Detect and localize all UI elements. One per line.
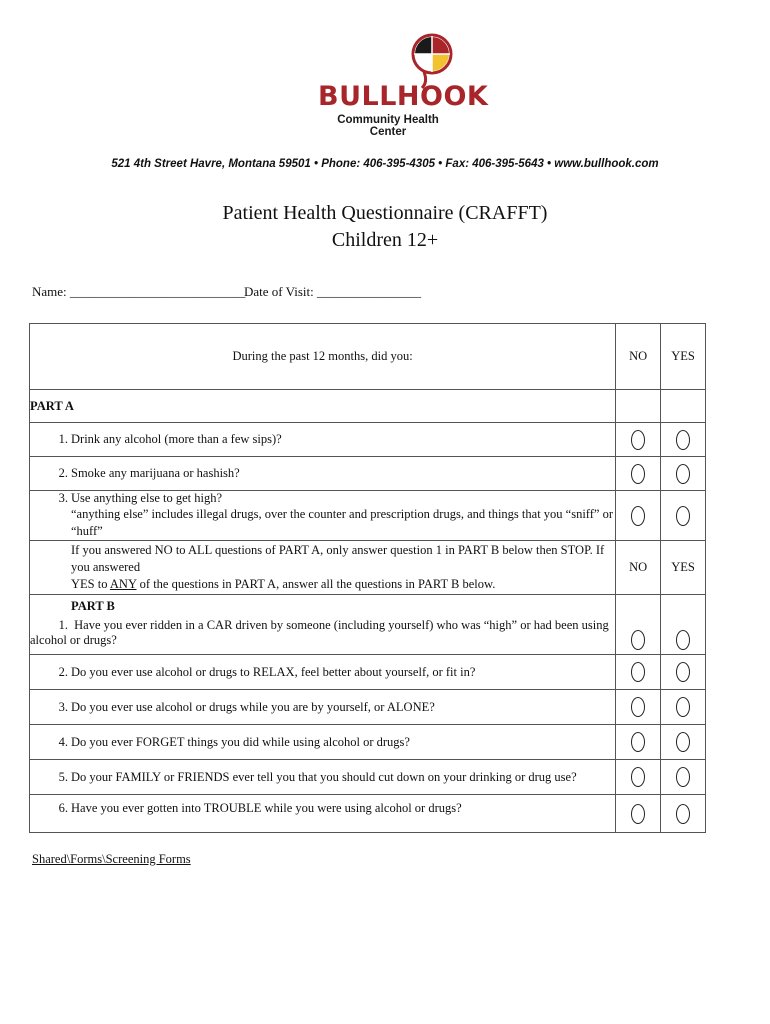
question-text: Smoke any marijuana or hashish? bbox=[71, 466, 240, 480]
question-number: 2. bbox=[58, 466, 68, 480]
name-field[interactable]: Name: ___________________________ bbox=[32, 284, 246, 299]
b5-no-radio[interactable] bbox=[631, 767, 645, 787]
table-row bbox=[30, 457, 706, 491]
question-text: Use anything else to get high? bbox=[71, 491, 223, 505]
header-yes: YES bbox=[661, 324, 706, 390]
b4-no-radio[interactable] bbox=[631, 732, 645, 752]
page-title bbox=[0, 200, 770, 254]
table-row bbox=[30, 760, 706, 795]
question-text: Have you ever ridden in a CAR driven by someone (including yourself) who was “high” or had been using alcohol or drugs? bbox=[30, 618, 609, 647]
footer-path: Shared\Forms\Screening Forms bbox=[32, 852, 191, 866]
instruction-line-2: YES to ANY of the questions in PART A, answer all the questions in PART B below. bbox=[71, 577, 496, 591]
part-a-label: PART A bbox=[30, 390, 616, 423]
part-b-no-header: NO bbox=[616, 541, 661, 595]
question-number: 1. bbox=[58, 432, 68, 446]
crafft-table bbox=[29, 323, 706, 833]
logo-subtitle: Community Health Center bbox=[337, 114, 439, 138]
part-b-yes-header: YES bbox=[661, 541, 706, 595]
question-number: 5. bbox=[58, 769, 68, 784]
instruction-line-1: If you answered NO to ALL questions of PART A, only answer question 1 in PART B below then STOP. If you answered bbox=[71, 543, 605, 574]
a3-yes-radio[interactable] bbox=[676, 506, 690, 526]
table-row bbox=[30, 795, 706, 833]
bullhook-logo bbox=[318, 32, 489, 138]
part-a-row bbox=[30, 390, 706, 423]
question-note: “anything else” includes illegal drugs, over the counter and prescription drugs, and things that you “sniff” or “huff” bbox=[71, 507, 613, 538]
question-text: Do you ever FORGET things you did while using alcohol or drugs? bbox=[71, 734, 410, 749]
question-text: Do you ever use alcohol or drugs to RELAX, feel better about yourself, or fit in? bbox=[71, 664, 476, 679]
question-text: Drink any alcohol (more than a few sips)? bbox=[71, 432, 282, 446]
a3-no-radio[interactable] bbox=[631, 506, 645, 526]
logo-name: BULLHOOK bbox=[318, 81, 489, 112]
header-no: NO bbox=[616, 324, 661, 390]
question-number: 3. bbox=[58, 491, 68, 505]
b1-no-radio[interactable] bbox=[631, 630, 645, 650]
a1-yes-radio[interactable] bbox=[676, 430, 690, 450]
table-header-row bbox=[30, 324, 706, 390]
part-b-label: PART B bbox=[71, 599, 115, 613]
table-row bbox=[30, 423, 706, 457]
part-b-question-1-row bbox=[30, 595, 706, 655]
question-number: 2. bbox=[58, 664, 68, 679]
table-row bbox=[30, 725, 706, 760]
table-row bbox=[30, 690, 706, 725]
header-question: During the past 12 months, did you: bbox=[30, 324, 616, 390]
b4-yes-radio[interactable] bbox=[676, 732, 690, 752]
form-title: Patient Health Questionnaire (CRAFFT) bbox=[222, 202, 548, 224]
date-of-visit-field[interactable]: Date of Visit: ________________ bbox=[244, 284, 421, 299]
b3-no-radio[interactable] bbox=[631, 697, 645, 717]
question-text: Have you ever gotten into TROUBLE while you were using alcohol or drugs? bbox=[71, 801, 462, 815]
question-number: 1. bbox=[58, 618, 68, 632]
b3-yes-radio[interactable] bbox=[676, 697, 690, 717]
b6-no-radio[interactable] bbox=[631, 804, 645, 824]
b2-no-radio[interactable] bbox=[631, 662, 645, 682]
table-row bbox=[30, 655, 706, 690]
question-number: 4. bbox=[58, 734, 68, 749]
table-row bbox=[30, 491, 706, 541]
instruction-emphasis: ANY bbox=[109, 577, 137, 591]
form-subtitle: Children 12+ bbox=[331, 229, 439, 251]
a1-no-radio[interactable] bbox=[631, 430, 645, 450]
a2-no-radio[interactable] bbox=[631, 464, 645, 484]
b2-yes-radio[interactable] bbox=[676, 662, 690, 682]
a2-yes-radio[interactable] bbox=[676, 464, 690, 484]
instruction-row bbox=[30, 541, 706, 595]
b6-yes-radio[interactable] bbox=[676, 804, 690, 824]
b1-yes-radio[interactable] bbox=[676, 630, 690, 650]
contact-address: 521 4th Street Havre, Montana 59501 • Phone: 406-395-4305 • Fax: 406-395-5643 • www.bullhook.com bbox=[111, 158, 659, 170]
question-text: Do your FAMILY or FRIENDS ever tell you that you should cut down on your drinking or drug use? bbox=[71, 769, 577, 784]
b5-yes-radio[interactable] bbox=[676, 767, 690, 787]
question-number: 6. bbox=[58, 801, 68, 815]
question-text: Do you ever use alcohol or drugs while you are by yourself, or ALONE? bbox=[71, 699, 435, 714]
question-number: 3. bbox=[58, 699, 68, 714]
